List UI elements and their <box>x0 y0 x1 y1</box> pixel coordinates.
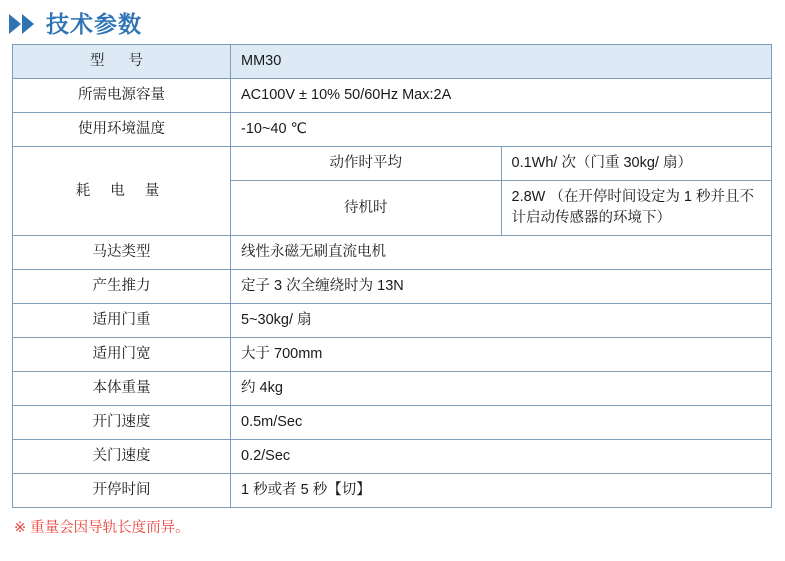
footnote: ※ 重量会因导轨长度而异。 <box>14 520 190 537</box>
table-row <box>13 79 772 113</box>
row-label: 马达类型 <box>13 236 231 270</box>
double-chevron-right-icon <box>8 13 38 35</box>
table-row <box>13 147 772 181</box>
table-row <box>13 474 772 508</box>
row-label: 适用门宽 <box>13 338 231 372</box>
table-row <box>13 372 772 406</box>
row-label: 适用门重 <box>13 304 231 338</box>
row-label: 所需电源容量 <box>13 79 231 113</box>
table-row <box>13 338 772 372</box>
table-row <box>13 113 772 147</box>
row-value: 0.1Wh/ 次（门重 30kg/ 扇） <box>501 147 772 181</box>
row-label: 耗 电 量 <box>13 147 231 236</box>
table-row <box>13 236 772 270</box>
page-title: 技术参数 <box>46 10 142 37</box>
row-label: 开停时间 <box>13 474 231 508</box>
row-value: 定子 3 次全缠绕时为 13N <box>231 270 772 304</box>
table-row <box>13 440 772 474</box>
specifications-table <box>12 44 772 508</box>
row-value: 约 4kg <box>231 372 772 406</box>
table-row <box>13 45 772 79</box>
row-value: 0.5m/Sec <box>231 406 772 440</box>
row-label: 产生推力 <box>13 270 231 304</box>
row-value: 0.2/Sec <box>231 440 772 474</box>
row-value: 线性永磁无刷直流电机 <box>231 236 772 270</box>
row-value: 大于 700mm <box>231 338 772 372</box>
row-sub-label: 动作时平均 <box>231 147 502 181</box>
table-row <box>13 270 772 304</box>
row-value: 2.8W （在开停时间设定为 1 秒并且不计启动传感器的环境下） <box>501 181 772 236</box>
row-value: MM30 <box>231 45 772 79</box>
table-row <box>13 304 772 338</box>
row-label: 本体重量 <box>13 372 231 406</box>
row-sub-label: 待机时 <box>231 181 502 236</box>
row-label: 型 号 <box>13 45 231 79</box>
row-label: 使用环境温度 <box>13 113 231 147</box>
row-value: AC100V ± 10% 50/60Hz Max:2A <box>231 79 772 113</box>
page-header <box>0 0 785 44</box>
row-value: 5~30kg/ 扇 <box>231 304 772 338</box>
row-label: 开门速度 <box>13 406 231 440</box>
row-value: 1 秒或者 5 秒【切】 <box>231 474 772 508</box>
row-value: -10~40 ℃ <box>231 113 772 147</box>
row-label: 关门速度 <box>13 440 231 474</box>
table-row <box>13 406 772 440</box>
